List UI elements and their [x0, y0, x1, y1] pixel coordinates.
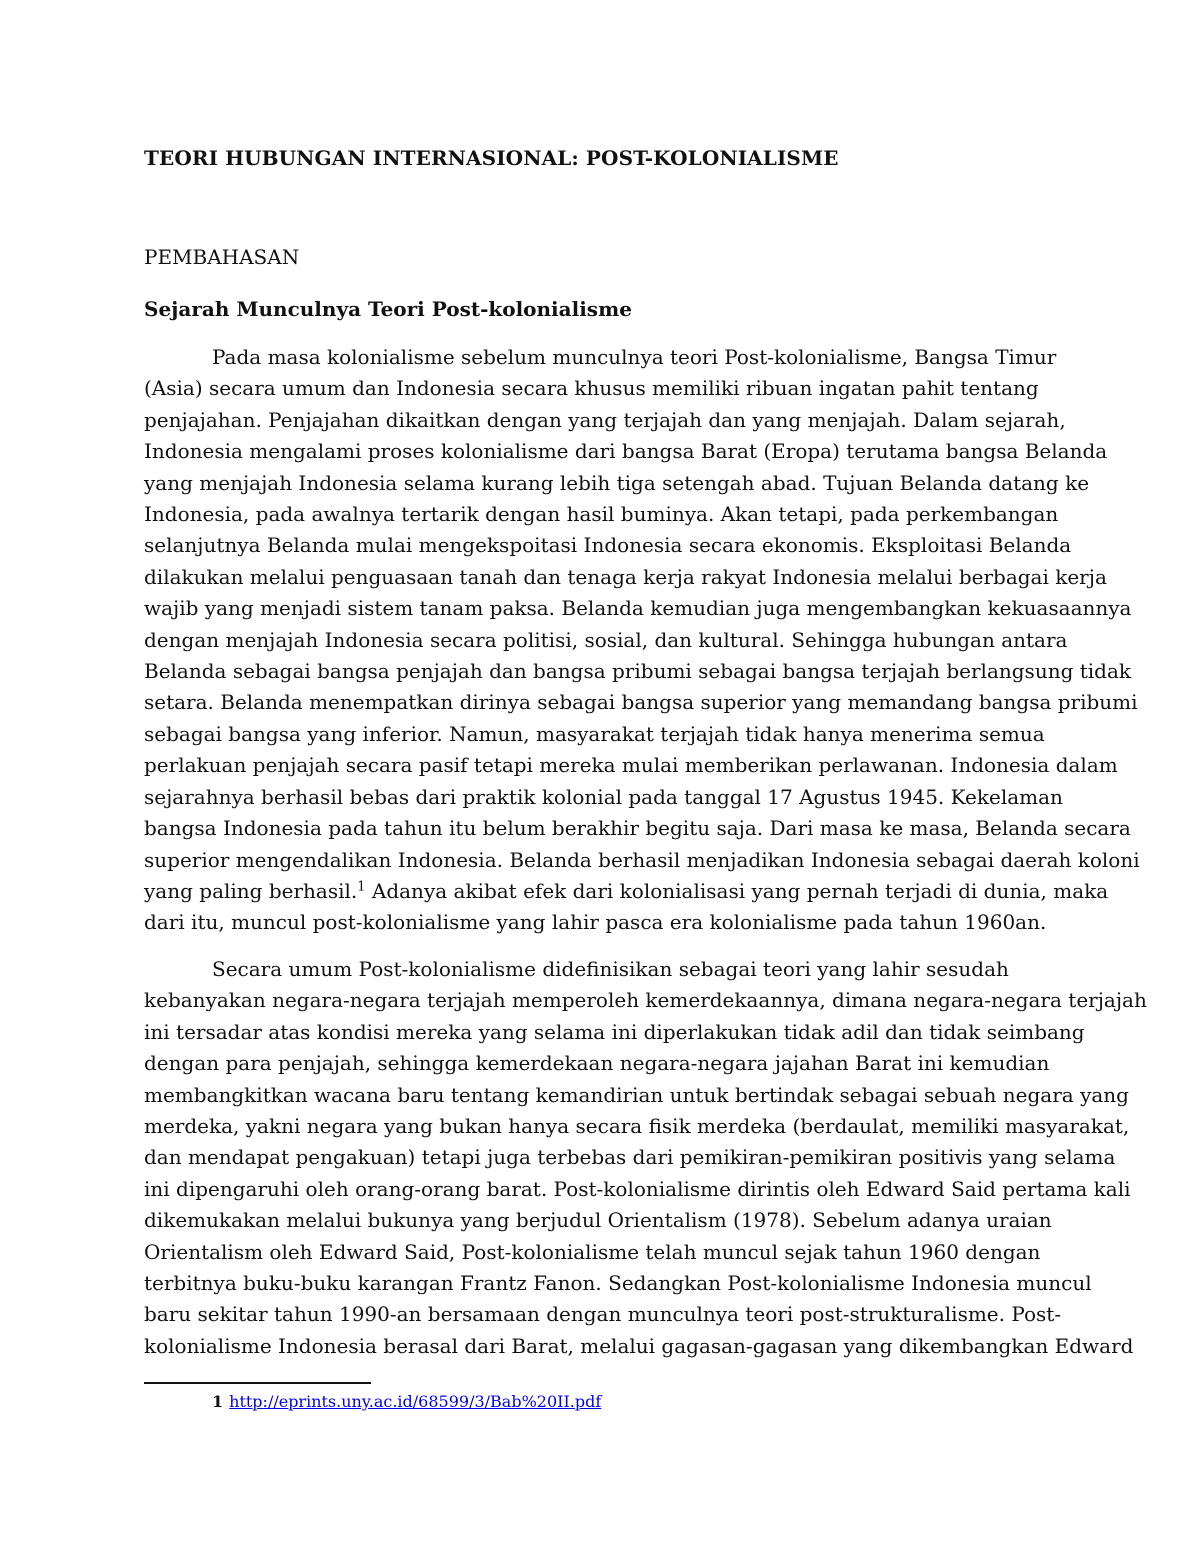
paragraph-line-with-footnote: [144, 876, 1109, 907]
paragraph-line: superior mengendalikan Indonesia. Belanda berhasil menjadikan Indonesia sebagai daerah koloni: [144, 847, 1140, 872]
paragraph-line: bangsa Indonesia pada tahun itu belum berakhir begitu saja. Dari masa ke masa, Belanda secara: [144, 816, 1131, 841]
paragraph-line: selanjutnya Belanda mulai mengekspoitasi Indonesia secara ekonomis. Eksploitasi Belanda: [144, 533, 1072, 558]
paragraph-line: dan mendapat pengakuan) tetapi juga terbebas dari pemikiran-pemikiran positivis yang selama: [144, 1145, 1116, 1170]
paragraph-line: Orientalism oleh Edward Said, Post-kolonialisme telah muncul sejak tahun 1960 dengan: [144, 1239, 1041, 1264]
paragraph-text: yang paling berhasil.: [144, 878, 358, 903]
footnote-reference[interactable]: 1: [357, 879, 366, 895]
footnote-number: 1: [212, 1392, 224, 1411]
paragraph-line: terbitnya buku-buku karangan Frantz Fanon. Sedangkan Post-kolonialisme Indonesia muncul: [144, 1271, 1092, 1296]
paragraph-line: dikemukakan melalui bukunya yang berjudul Orientalism (1978). Sebelum adanya uraian: [144, 1208, 1052, 1233]
paragraph-line: Pada masa kolonialisme sebelum munculnya teori Post-kolonialisme, Bangsa Timur: [212, 345, 1057, 369]
paragraph-line: baru sekitar tahun 1990-an bersamaan dengan munculnya teori post-strukturalisme. Post-: [144, 1302, 1062, 1327]
paragraph-line: membangkitkan wacana baru tentang kemandirian untuk bertindak sebagai sebuah negara yang: [144, 1082, 1129, 1107]
paragraph-line: sejarahnya berhasil bebas dari praktik kolonial pada tanggal 17 Agustus 1945. Kekelaman: [144, 784, 1063, 809]
paragraph-line: Indonesia, pada awalnya tertarik dengan hasil buminya. Akan tetapi, pada perkembangan: [144, 502, 1059, 527]
paragraph-line: wajib yang menjadi sistem tanam paksa. Belanda kemudian juga mengembangkan kekuasaannya: [144, 596, 1132, 621]
paragraph-line: setara. Belanda menempatkan dirinya sebagai bangsa superior yang memandang bangsa pribumi: [144, 690, 1138, 715]
paragraph-line: ini dipengaruhi oleh orang-orang barat. Post-kolonialisme dirintis oleh Edward Said pertama kali: [144, 1176, 1131, 1201]
paragraph-line: perlakuan penjajah secara pasif tetapi mereka mulai memberikan perlawanan. Indonesia dalam: [144, 753, 1118, 778]
paragraph-line: kolonialisme Indonesia berasal dari Barat, melalui gagasan-gagasan yang dikembangkan Edward: [144, 1333, 1134, 1358]
paragraph-line: Secara umum Post-kolonialisme didefinisikan sebagai teori yang lahir sesudah: [212, 957, 1009, 981]
footnote-separator: [144, 1382, 371, 1384]
paragraph-line: dengan menjajah Indonesia secara politisi, sosial, dan kultural. Sehingga hubungan antara: [144, 627, 1068, 652]
footnote: [212, 1391, 601, 1413]
paragraph-line: penjajahan. Penjajahan dikaitkan dengan yang terjajah dan yang menjajah. Dalam sejarah,: [144, 407, 1066, 432]
paragraph-text: Adanya akibat efek dari kolonialisasi yang pernah terjadi di dunia, maka: [365, 878, 1109, 903]
paragraph-1: [144, 342, 1140, 939]
paragraph-line: merdeka, yakni negara yang bukan hanya secara fisik merdeka (berdaulat, memiliki masyarakat,: [144, 1114, 1130, 1139]
paragraph-line: sebagai bangsa yang inferior. Namun, masyarakat terjajah tidak hanya menerima semua: [144, 721, 1045, 746]
document-title: TEORI HUBUNGAN INTERNASIONAL: POST-KOLONIALISME: [144, 146, 839, 170]
paragraph-line: dengan para penjajah, sehingga kemerdekaan negara-negara jajahan Barat ini kemudian: [144, 1051, 1050, 1076]
paragraph-2: [144, 954, 1147, 1362]
footnote-link[interactable]: http://eprints.uny.ac.id/68599/3/Bab%20II.pdf: [229, 1392, 602, 1411]
paragraph-line: Belanda sebagai bangsa penjajah dan bangsa pribumi sebagai bangsa terjajah berlangsung tidak: [144, 659, 1132, 684]
paragraph-line: dilakukan melalui penguasaan tanah dan tenaga kerja rakyat Indonesia melalui berbagai kerja: [144, 564, 1107, 589]
subheading: Sejarah Munculnya Teori Post-kolonialisme: [144, 297, 632, 321]
paragraph-line: Indonesia mengalami proses kolonialisme dari bangsa Barat (Eropa) terutama bangsa Belanda: [144, 439, 1108, 464]
paragraph-line: dari itu, muncul post-kolonialisme yang lahir pasca era kolonialisme pada tahun 1960an.: [144, 910, 1047, 935]
paragraph-line: yang menjajah Indonesia selama kurang lebih tiga setengah abad. Tujuan Belanda datang ke: [144, 470, 1090, 495]
paragraph-line: kebanyakan negara-negara terjajah memperoleh kemerdekaannya, dimana negara-negara terjajah: [144, 988, 1147, 1013]
paragraph-line: (Asia) secara umum dan Indonesia secara khusus memiliki ribuan ingatan pahit tentang: [144, 376, 1039, 401]
section-label: PEMBAHASAN: [144, 245, 300, 269]
paragraph-line: ini tersadar atas kondisi mereka yang selama ini diperlakukan tidak adil dan tidak seimbang: [144, 1019, 1085, 1044]
